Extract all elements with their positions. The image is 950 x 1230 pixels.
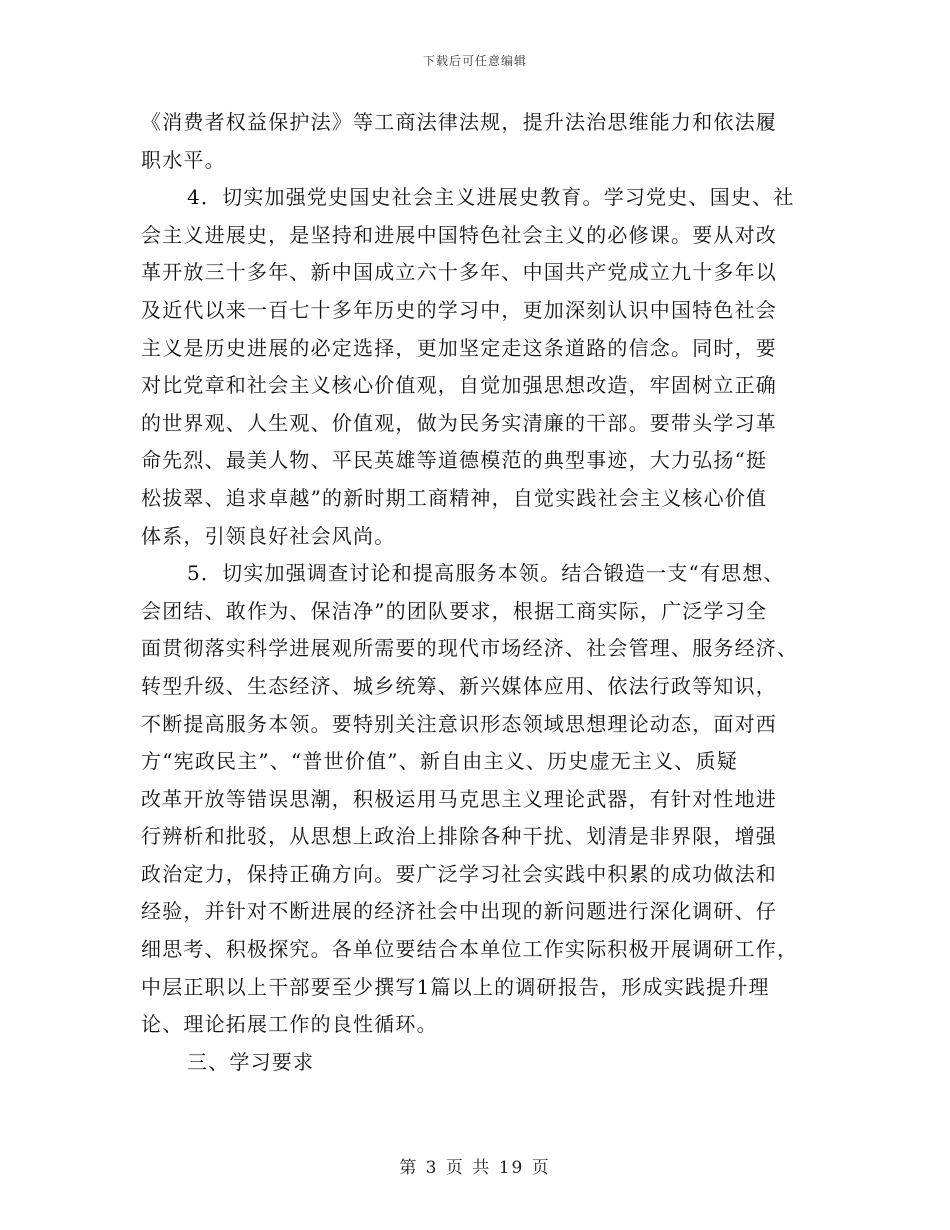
page-header: 下载后可任意编辑 [422,54,527,68]
text-line: 会主义进展史，是坚持和进展中国特色社会主义的必修课。要从对改 [141,222,777,247]
text-line: 面贯彻落实科学进展观所需要的现代市场经济、社会管理、服务经济、 [141,636,799,661]
text-line: 革开放三十多年、新中国成立六十多年、中国共产党成立九十多年以 [141,260,777,285]
text-line: 命先烈、最美人物、平民英雄等道德模范的典型事迹，大力弘扬“挺 [141,448,768,473]
text-line: 及近代以来一百七十多年历史的学习中，更加深刻认识中国特色社会 [141,297,777,322]
text-line: 细思考、积极探究。各单位要结合本单位工作实际积极开展调研工作， [141,937,799,962]
text-line: 论、理论拓展工作的良性循环。 [141,1012,438,1037]
text-line: 三、学习要求 [187,1049,315,1074]
text-line: 会团结、敢作为、保洁净”的团队要求，根据工商实际，广泛学习全 [141,598,768,623]
text-line: 中层正职以上干部要至少撰写1篇以上的调研报告，形成实践提升理 [141,974,770,999]
text-line: 转型升级、生态经济、城乡统筹、新兴媒体应用、依法行政等知识， [141,673,777,698]
document-body [141,104,811,1081]
text-line: 行辨析和批驳，从思想上政治上排除各种干扰、划清是非界限，增强 [141,824,777,849]
text-line: 的世界观、人生观、价值观，做为民务实清廉的干部。要带头学习革 [141,410,777,435]
text-line: 改革开放等错误思潮，积极运用马克思主义理论武器，有针对性地进 [141,786,777,811]
text-line: 对比党章和社会主义核心价值观，自觉加强思想改造，牢固树立正确 [141,373,777,398]
page-footer: 第 3 页 共 19 页 [399,1158,551,1178]
text-line: 方“宪政民主”、“普世价值”、新自由主义、历史虚无主义、质疑 [141,749,738,774]
text-line: 松拔翠、追求卓越”的新时期工商精神，自觉实践社会主义核心价值 [141,485,768,510]
text-line: 《消费者权益保护法》等工商法律法规，提升法治思维能力和依法履 [141,110,777,134]
text-line: 不断提高服务本领。要特别关注意识形态领域思想理论动态，面对西 [141,711,777,736]
text-line: 体系，引领良好社会风尚。 [141,523,396,548]
text-line: 4．切实加强党史国史社会主义进展史教育。学习党史、国史、社 [187,185,795,210]
text-line: 5．切实加强调查讨论和提高服务本领。结合锻造一支“有思想、 [187,561,785,586]
text-line: 政治定力，保持正确方向。要广泛学习社会实践中积累的成功做法和 [141,861,777,886]
text-line: 经验，并针对不断进展的经济社会中出现的新问题进行深化调研、仔 [141,899,777,924]
text-line: 主义是历史进展的必定选择，更加坚定走这条道路的信念。同时，要 [141,335,777,360]
text-line: 职水平。 [141,147,226,172]
